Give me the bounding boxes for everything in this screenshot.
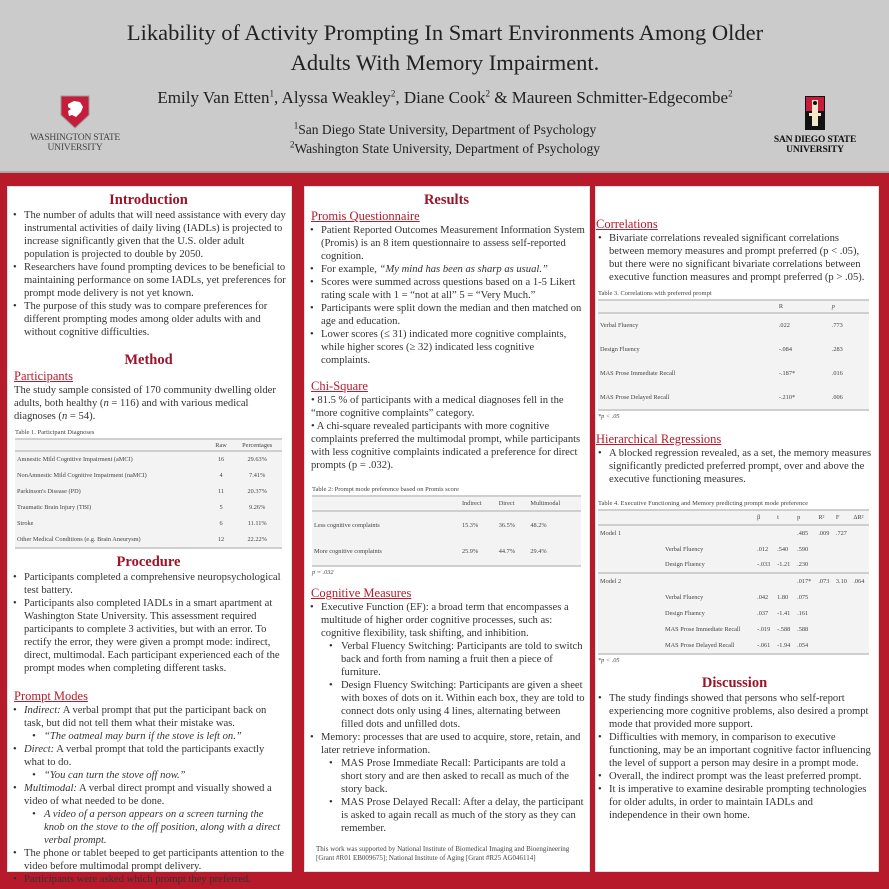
table-cell: 15.3%: [461, 521, 479, 529]
table-cell: Amnestic Mild Cognitive Impairment (aMCI): [17, 456, 133, 463]
sdsu-logo-text: SAN DIEGO STATE UNIVERSITY: [773, 135, 857, 155]
list-item: • Lower scores (≤ 31) indicated more cognitive complaints, while higher scores (≥ 32) indicated less cognitive complaints.: [308, 328, 585, 367]
table-row: [598, 337, 869, 361]
table-row: [598, 557, 869, 573]
table-cell: -1.41: [777, 609, 791, 617]
table-row: [15, 467, 282, 483]
table-header: β: [757, 514, 761, 521]
table-cell: 5: [219, 503, 223, 511]
list-item: • The number of adults that will need assistance with every day instrumental activities of daily living (IADLs) is projected to increase significantly given that the U.S. older adult population is projected to double by 2050.: [11, 209, 286, 261]
table-cell: .022: [778, 322, 790, 329]
correlations-heading: Correlations: [596, 217, 658, 231]
list-item: • Verbal Fluency Switching: Participants are told to switch back and forth from naming a fruit then a piece of furniture.: [327, 640, 585, 679]
table-row: [15, 531, 282, 547]
table-header: Raw: [215, 441, 227, 449]
list-item: • Participants also completed IADLs in a smart apartment at Washington State University. This assessment required participants to complete 3 activities, but with an error. To rectify the error, they were given a prompt mode: indirect, direct, multimodal. Each participant experienced each of the prompt modes when completing different tasks.: [11, 597, 286, 675]
list-item: • Patient Reported Outcomes Measurement Information System (Promis) is an 8 item questionnaire to assess self-reported cognition.: [308, 224, 585, 263]
affiliations: [90, 120, 800, 158]
list-item: • Multimodal: A verbal direct prompt and visually showed a video of what needed to be done. • A video of a person appears on a screen turning the knob on the stove to the off position, along with a direct verbal prompt.: [11, 782, 286, 847]
table-cell: 1.80: [777, 593, 789, 601]
introduction-list: [11, 209, 286, 339]
author-name: Emily Van Etten: [157, 88, 270, 107]
correlations-list: [596, 232, 873, 284]
list-item: • Scores were summed across questions based on a 1-5 Likert rating scale with 1 = “not at all” 5 = “Very Much.”: [308, 276, 585, 302]
table-cell: 29.63%: [247, 456, 267, 463]
table-cell: MAS Prose Delayed Recall: [600, 393, 670, 401]
list-item: • Participants were split down the median and then matched on age and education.: [308, 302, 585, 328]
table-row: [15, 499, 282, 515]
table-row-model: [598, 573, 869, 589]
table-header: [312, 497, 460, 511]
table-cell: 48.2%: [530, 521, 547, 529]
table-cell: 22.22%: [247, 535, 267, 543]
list-item: • Participants completed a comprehensive neuropsychological test battery.: [11, 571, 286, 597]
procedure-heading: Procedure: [116, 554, 181, 570]
poster-header: [0, 0, 889, 173]
table-cell: 29.4%: [530, 548, 547, 555]
table-cell: 6: [219, 519, 223, 527]
list-item: • Memory: processes that are used to acquire, store, retain, and later retrieve information. • MAS Prose Immediate Recall: Participants are told a short story and are then asked to recall as much of the story back. • MAS Prose Delayed Recall: After a delay, the participant is asked to again recall as much of the story as they can remember.: [308, 731, 585, 835]
table-cell: Other Medical Conditions (e.g. Brain Aneurysm): [17, 535, 141, 543]
author-separator: ,: [395, 88, 404, 107]
table-cell: .540: [777, 545, 789, 553]
table-row: [598, 313, 869, 337]
list-item: • Executive Function (EF): a broad term that encompasses a multitude of higher order cognitive processes, such as: cognitive flexibility, task shifting, and inhibition. • Verbal Fluency Switching: Participants are told to switch back and forth from naming a fruit then a piece of furniture. • Design Fluency Switching: Participants are given a sheet with boxes of dots on it. Within each box, they are told to connect dots only using 4 lines, alternating between filled dots and unfilled dots.: [308, 601, 585, 731]
table3-grid: [598, 301, 869, 409]
table-cell: .073: [818, 578, 830, 585]
table3-caption: Table 3. Correlations with preferred prompt: [598, 290, 712, 297]
participants-heading: Participants: [14, 369, 74, 383]
table-cell: .006: [831, 393, 843, 401]
table-row: [312, 538, 581, 565]
list-item: • MAS Prose Immediate Recall: Participants are told a short story and are then asked to recall as much of the story back.: [327, 757, 585, 796]
results-heading: Results: [423, 192, 470, 208]
table-cell: Verbal Fluency: [665, 593, 704, 601]
table-cell: .009: [818, 530, 830, 537]
table-cell: -.588: [777, 625, 791, 633]
author-separator: ,: [273, 88, 282, 107]
poster-title: [90, 18, 800, 78]
prompt-modes-list: [11, 704, 286, 886]
author-list: [90, 88, 800, 108]
regressions-list: [596, 447, 873, 486]
table-cell: [851, 525, 869, 541]
table-cell: Parkinson's Disease (PD): [17, 487, 81, 495]
table-cell: Design Fluency: [665, 609, 705, 617]
panel-left: [7, 186, 292, 885]
chi-square-heading: Chi-Square: [311, 379, 368, 393]
table-cell: .485: [797, 530, 809, 537]
procedure-list: [11, 571, 286, 675]
introduction-heading: Introduction: [109, 192, 188, 208]
list-item: • A blocked regression revealed, as a set, the memory measures significantly predicted preferred prompt, over and above the executive functioning measures.: [596, 447, 873, 486]
table-cell: Less cognitive complaints: [314, 521, 380, 529]
table-header: t: [777, 514, 779, 521]
table-row: [598, 637, 869, 653]
author-separator: &: [490, 88, 512, 107]
table3: [598, 290, 869, 420]
list-item: • Bivariate correlations revealed significant correlations between memory measures and prompt preferred (p < .05), but there were no significant bivariate correlations between executive function measures and prompt preferred (p > .05).: [596, 232, 873, 284]
table-row: [598, 605, 869, 621]
table-cell: Verbal Fluency: [600, 322, 639, 329]
affiliation-2: $^2$Washington State University, Department of Psychology: [290, 139, 600, 156]
table-cell: Verbal Fluency: [665, 545, 704, 553]
list-item: • Researchers have found prompting devices to be beneficial to maintaining performance on some IADLs, yet preferences for prompt mode delivery is not yet known.: [11, 261, 286, 300]
table-cell: NonAmnestic Mild Cognitive Impairment (naMCI): [17, 471, 147, 479]
table-cell: Design Fluency: [665, 561, 705, 568]
table4-caption: Table 4. Executive Functioning and Memory predicting prompt mode preference: [598, 500, 809, 507]
table2-note: p = .032: [312, 569, 334, 576]
table-cell: -1.94: [777, 641, 791, 649]
chi-square-point-1: • 81.5 % of participants with a medical diagnoses fell in the “more cognitive complaints” category.: [311, 395, 564, 419]
table-cell: .037: [757, 609, 769, 617]
table-row: [598, 361, 869, 385]
table-header: p: [797, 514, 801, 521]
list-item: • Difficulties with memory, in comparison to executive functioning, may be an important cognitive factor influencing the level of support a person may desire in a prompt mode.: [596, 731, 873, 770]
table-cell: 16: [217, 456, 225, 463]
list-item: • Indirect: A verbal prompt that put the participant back on task, but did not tell them what their mistake was. • “The oatmeal may burn if the stove is left on.”: [11, 704, 286, 743]
list-item: • “You can turn the stove off now.”: [30, 769, 286, 782]
table-cell: .016: [831, 369, 843, 377]
table-cell: 3.10: [835, 578, 847, 585]
table-cell: -.061: [757, 641, 771, 649]
table-cell: -.033: [757, 561, 771, 568]
list-item: • The phone or tablet beeped to get participants attention to the video before multimodal prompt delivery.: [11, 847, 286, 873]
list-item: • It is imperative to examine desirable prompting technologies for older adults, in order to maintain IADLs and independence in their own home.: [596, 783, 873, 822]
table-header: ΔR²: [853, 514, 864, 521]
table-cell: MAS Prose Delayed Recall: [665, 641, 735, 649]
panel-right: [595, 186, 879, 872]
table-header: [598, 301, 777, 313]
table-row-model: [598, 525, 869, 541]
table-row: [15, 515, 282, 531]
table-cell: 25.9%: [461, 548, 479, 555]
prompt-modes-heading: Prompt Modes: [14, 689, 88, 703]
table-row: [312, 511, 581, 538]
author-affiliation-mark: 2: [390, 88, 396, 99]
title-line-1: Likability of Activity Prompting In Smart Environments Among Older: [126, 20, 764, 45]
list-item: • The study findings showed that persons who self-report experiencing more cognitive problems, also desired a prompt mode that provided more support.: [596, 692, 873, 731]
table-cell: 9.26%: [249, 503, 266, 511]
sdsu-tower-shield-icon: [804, 95, 826, 131]
table-cell: 11: [218, 487, 225, 495]
table-header: [15, 440, 210, 451]
table-row: [598, 385, 869, 409]
table-cell: .064: [853, 578, 865, 585]
table-cell: .727: [835, 530, 847, 537]
list-item: • The purpose of this study was to compare preferences for different prompting modes among older adults with and without cognitive difficulties.: [11, 300, 286, 339]
list-item: • Design Fluency Switching: Participants are given a sheet with boxes of dots on it. Within each box, they are told to connect dots only using 4 lines, alternating between filled dots and unfilled dots.: [327, 679, 585, 731]
table1-caption: Table 1. Participant Diagnoses: [15, 429, 95, 436]
table-cell: Model 2: [600, 578, 622, 585]
table-cell: .590: [797, 545, 809, 553]
table-cell: 11.11%: [247, 519, 267, 527]
sdsu-logo: [762, 95, 868, 155]
chi-square-point-2: • A chi-square revealed participants with more cognitive complaints preferred the multimodal prompt, while participants with less cognitive complaints indicated a preference for direct prompts (p = .032).: [311, 421, 581, 471]
table-cell: -.019: [757, 625, 771, 633]
table-cell: MAS Prose Immediate Recall: [600, 369, 676, 377]
table-cell: .773: [831, 322, 843, 329]
author-name: Alyssa Weakley: [281, 88, 391, 107]
discussion-list: [596, 692, 873, 822]
cognitive-measures-list: [308, 601, 585, 835]
list-item: • Direct: A verbal prompt that told the participants exactly what to do. • “You can turn the stove off now.”: [11, 743, 286, 782]
table-header: Percentages: [242, 441, 273, 449]
cognitive-measures-heading: Cognitive Measures: [311, 586, 412, 600]
list-item: • For example, “My mind has been as sharp as usual.”: [308, 263, 585, 276]
table-cell: More cognitive complaints: [314, 548, 382, 555]
table-header: Indirect: [461, 500, 482, 507]
table2-caption: Table 2: Prompt mode preference based on Promis score: [312, 486, 459, 493]
table-cell: Model 1: [600, 530, 622, 537]
table-cell: -.210*: [778, 393, 796, 401]
table-header: Multimodal: [530, 500, 561, 507]
table1-grid: [15, 440, 282, 547]
table-cell: .161: [797, 609, 809, 617]
method-heading: Method: [124, 352, 173, 368]
title-line-2: Adults With Memory Impairment.: [290, 50, 600, 75]
regressions-heading: Hierarchical Regressions: [596, 432, 722, 446]
author-name: Maureen Schmitter-Edgecombe: [511, 88, 729, 107]
table-cell: .054: [797, 641, 809, 649]
promis-heading: Promis Questionnaire: [311, 209, 420, 223]
table-row: [598, 541, 869, 557]
table-cell: 12: [217, 535, 225, 543]
table-header: [598, 511, 663, 525]
affiliation-1: $^1$San Diego State University, Department of Psychology: [293, 120, 597, 137]
list-item: • “The oatmeal may burn if the stove is left on.”: [30, 730, 286, 743]
table-cell: Design Fluency: [600, 345, 640, 353]
table-cell: 4: [219, 471, 223, 479]
author-affiliation-mark: 2: [728, 88, 733, 99]
table-row: [15, 451, 282, 467]
table-row: [15, 483, 282, 499]
table-cell: -.187*: [778, 369, 796, 377]
wsu-logo-text: WASHINGTON STATE UNIVERSITY: [29, 133, 121, 153]
table-cell: 7.41%: [249, 471, 266, 479]
table-cell: .042: [757, 593, 769, 601]
table-cell: .012: [757, 545, 769, 553]
promis-list: [308, 224, 585, 367]
table-cell: Traumatic Brain Injury (TBI): [17, 503, 92, 511]
funding-note: This work was supported by National Institute of Biomedical Imaging and Bioengineering [Grant #R01 EB009675]; National Institute of Aging [Grant #R25 AG046114]: [316, 845, 570, 862]
table-cell: Stroke: [17, 519, 34, 527]
table4: [598, 500, 869, 664]
table2-grid: [312, 497, 581, 565]
table-header: Direct: [498, 500, 515, 507]
table3-note: *p < .05: [598, 413, 620, 420]
wsu-cougar-shield-icon: [60, 95, 90, 129]
table-header: R: [778, 303, 784, 310]
table-cell: .017*: [797, 578, 812, 585]
table-cell: 36.5%: [498, 521, 515, 529]
table-cell: 20.37%: [247, 487, 267, 495]
table-cell: -.084: [778, 345, 792, 353]
table-cell: 44.7%: [498, 548, 515, 555]
list-item: • A video of a person appears on a screen turning the knob on the stove to the off position, along with a direct verbal prompt.: [30, 808, 286, 847]
participants-text: The study sample consisted of 170 community dwelling older adults, both healthy (n = 116) and with various medical diagnoses (n = 54).: [14, 385, 276, 422]
table4-note: *p < .05: [598, 657, 620, 664]
table-cell: .230: [797, 561, 809, 568]
table2: [312, 486, 581, 576]
panel-middle: [304, 186, 590, 872]
table-header: F: [835, 514, 840, 521]
table-header: R²: [818, 514, 825, 521]
table-header: [663, 511, 755, 525]
wsu-logo: [22, 95, 128, 153]
table-cell: .075: [797, 593, 809, 601]
author-affiliation-mark: 1: [269, 88, 274, 99]
discussion-heading: Discussion: [701, 675, 768, 691]
table-cell: -1.21: [777, 561, 791, 568]
table-cell: MAS Prose Immediate Recall: [665, 625, 741, 633]
list-item: • MAS Prose Delayed Recall: After a delay, the participant is asked to again recall as much of the story as they can remember.: [327, 796, 585, 835]
table-row: [598, 621, 869, 637]
table4-grid: [598, 511, 869, 653]
author-affiliation-mark: 2: [485, 88, 490, 99]
table-cell: .283: [831, 345, 843, 353]
table-header: p: [831, 303, 835, 310]
list-item: • Overall, the indirect prompt was the least preferred prompt.: [596, 770, 873, 783]
table1: [15, 429, 282, 549]
author-name: Diane Cook: [403, 88, 486, 107]
list-item: • Participants were asked which prompt they preferred.: [11, 873, 286, 886]
table-row: [598, 589, 869, 605]
table-cell: .588: [797, 625, 809, 633]
